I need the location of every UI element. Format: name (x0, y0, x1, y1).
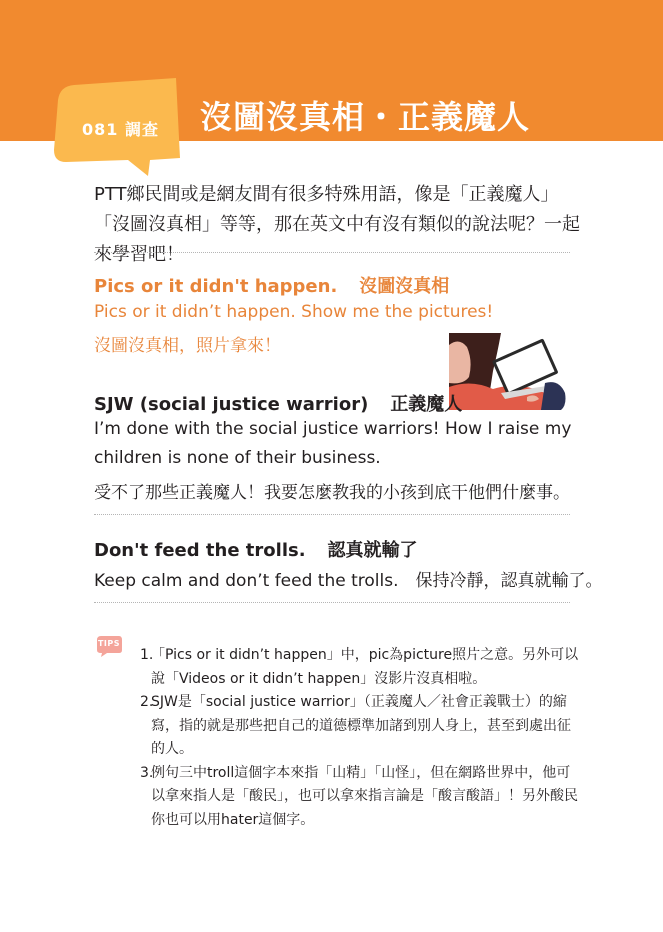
phrase-zh: 認真就輸了 (327, 540, 418, 561)
divider (94, 514, 570, 515)
intro-paragraph: PTT鄉民間或是網友間有很多特殊用語，像是「正義魔人」「沒圖沒真相」等等，那在英文中有沒有類似的說法呢？一起來學習吧！ (94, 184, 580, 265)
example-en-2b: children is none of their business. (94, 448, 381, 468)
phrase-heading-3 (94, 536, 418, 562)
divider (94, 252, 570, 253)
lesson-number: 081 調查 (82, 120, 159, 139)
phrase-en: Don't feed the trolls. (94, 540, 306, 561)
tip-text: 「Pics or it didn’t happen」中，pic為picture照片之意。另外可以說「Videos or it didn’t happen」沒影片沒真相啦。 (151, 647, 579, 687)
tips-list (140, 644, 580, 832)
phrase-en: Pics or it didn't happen. (94, 276, 338, 297)
phrase-heading-2 (94, 390, 462, 416)
tips-label: TIPS (97, 639, 121, 648)
page-title: 沒圖沒真相・正義魔人 (200, 98, 531, 136)
laptop-user-illustration (449, 333, 569, 410)
example-en-2a: I’m done with the social justice warriors! How I raise my (94, 419, 572, 439)
example-en-1: Pics or it didn’t happen. Show me the pictures! (94, 302, 494, 322)
divider (94, 602, 570, 603)
tip-number: 2. (140, 694, 154, 710)
tip-text: SJW是「social justice warrior」（正義魔人／社會正義戰士）的縮寫，指的就是那些把自己的道德標準加諸到別人身上，甚至到處出征的人。 (151, 694, 571, 757)
tip-item (140, 644, 580, 691)
phrase-heading-1 (94, 272, 449, 298)
tip-item (140, 762, 580, 833)
tip-number: 1. (140, 647, 154, 663)
tip-number: 3. (140, 764, 154, 781)
example-zh-2: 受不了那些正義魔人！我要怎麼教我的小孩到底干他們什麼事。 (94, 483, 570, 503)
phrase-zh: 正義魔人 (390, 394, 463, 415)
phrase-zh: 沒圖沒真相 (359, 276, 450, 297)
tip-text: 例句三中troll這個字本來指「山精」「山怪」，但在網路世界中，他可以拿來指人是「酸民」，也可以拿來指言論是「酸言酸語」！另外酸民你也可以用hater這個字。 (151, 764, 578, 828)
tip-item (140, 691, 580, 762)
example-3: Keep calm and don’t feed the trolls. 保持冷靜，認真就輸了。 (94, 571, 603, 591)
example-zh-1: 沒圖沒真相，照片拿來！ (94, 336, 281, 356)
phrase-en: SJW (social justice warrior) (94, 394, 369, 415)
